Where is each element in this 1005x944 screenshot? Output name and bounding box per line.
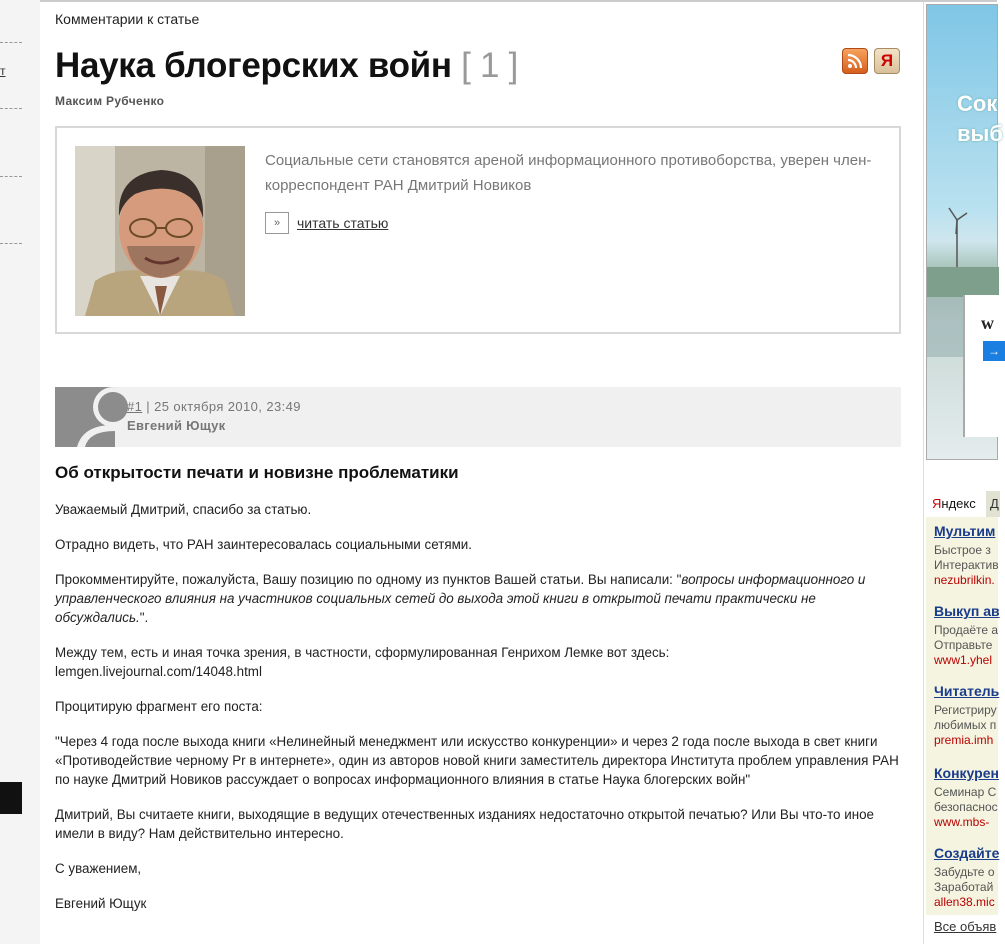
gutter-divider	[0, 108, 22, 109]
read-article-label[interactable]: читать статью	[297, 215, 389, 231]
yandex-ads-list	[926, 517, 998, 915]
comment-count[interactable]: [ 1 ]	[461, 46, 519, 85]
comment-date: | 25 октября 2010, 23:49	[146, 399, 301, 414]
chevron-right-icon[interactable]: »	[265, 212, 289, 234]
article-teaser-box	[55, 126, 901, 334]
ad-headline: выб	[957, 121, 1003, 146]
ad-title[interactable]: Создайте	[934, 845, 1000, 861]
ad-card	[963, 295, 1003, 437]
comment-body	[55, 500, 901, 929]
gutter-dark-block	[0, 782, 22, 814]
read-article-link[interactable]	[265, 212, 388, 234]
main-content	[40, 2, 923, 944]
gutter-link[interactable]: т	[0, 64, 6, 78]
rss-icon	[847, 53, 863, 69]
comment-paragraph: "Через 4 года после выхода книги «Нелинейный менеджмент или искусство конкуренции» и через 2 года после выхода в свет книги «Противодействие черному Pr в интернете», один из авторов новой книги заместитель директора Института проблем управления РАН по науке Дмитрий Новиков рассуждает о вопросах информационного влияния в статье Наука блогерских войн"	[55, 734, 899, 787]
comment-permalink[interactable]: #1	[127, 399, 143, 414]
all-ads-link[interactable]: Все объяв	[934, 919, 997, 934]
tab-yandex[interactable]: Яндекс	[926, 491, 986, 517]
portrait-image	[75, 146, 245, 316]
page-title	[55, 46, 518, 86]
ad-title[interactable]: Мультим	[934, 523, 996, 539]
default-user-icon	[55, 387, 115, 447]
list-item[interactable]: Создайте Забудьте о Заработай allen38.mic	[934, 845, 1000, 909]
article-title-text: Наука блогерских войн	[55, 46, 452, 85]
comment-paragraph: Прокомментируйте, пожалуйста, Вашу позицию по одному из пунктов Вашей статьи. Вы написали: "вопросы информационного и управленческого влияния на участников социальных сетей до выхода этой книги в открытой печати практически не обсуждались.".	[55, 572, 866, 625]
comment-paragraph: Отрадно видеть, что РАН заинтересовалась социальными сетями.	[55, 537, 472, 552]
comment-title: Об открытости печати и новизне проблематики	[55, 463, 459, 482]
comment-link: lemgen.livejournal.com/14048.html	[55, 664, 262, 679]
comment-meta	[127, 399, 301, 414]
gutter-divider	[0, 243, 22, 244]
quoted-text: вопросы информационного и управленческого влияния на участников социальных сетей до выхода этой книги в открытой печати практически не обсуждались.	[55, 572, 866, 625]
list-item[interactable]: Читатель Регистриру любимых п premia.imh	[934, 683, 1000, 747]
gutter-divider	[0, 176, 22, 177]
list-item[interactable]: Конкурен Семинар С безопаснос www.mbs-	[934, 765, 999, 829]
right-sidebar	[923, 2, 1003, 944]
arrow-right-icon[interactable]: →	[983, 341, 1005, 361]
avatar	[55, 387, 115, 447]
comment-paragraph: Между тем, есть и иная точка зрения, в частности, сформулированная Генрихом Лемке вот здесь: lemgen.livejournal.com/14048.html	[55, 645, 670, 679]
ad-title[interactable]: Конкурен	[934, 765, 999, 781]
comment-header	[55, 387, 901, 447]
ad-title[interactable]: Читатель	[934, 683, 1000, 699]
article-teaser-text: Социальные сети становятся ареной информационного противоборства, уверен член-корреспондент РАН Дмитрий Новиков	[265, 152, 872, 194]
author-photo[interactable]	[75, 146, 245, 316]
ad-banner[interactable]	[926, 4, 1003, 460]
comment-paragraph: Дмитрий, Вы считаете книги, выходящие в ведущих отечественных изданиях недостаточно открытой печатью? Или Вы что-то иное имели в виду? Нам действительно интересно.	[55, 807, 874, 841]
yandex-subscribe-button[interactable]: Я	[874, 48, 900, 74]
list-item[interactable]: Выкуп ав Продаёте а Отправьте www1.yhel	[934, 603, 1000, 667]
comment-author: Евгений Ющук	[127, 418, 226, 433]
section-label: Комментарии к статье	[55, 11, 200, 27]
gutter-divider	[0, 42, 22, 43]
comment-signature: Евгений Ющук	[55, 896, 147, 911]
yandex-ads-tabs	[926, 491, 998, 517]
comment-paragraph: Уважаемый Дмитрий, спасибо за статью.	[55, 502, 312, 517]
comment-paragraph: С уважением,	[55, 861, 142, 876]
ad-card-text: w	[981, 313, 994, 333]
comment-paragraph: Процитирую фрагмент его поста:	[55, 699, 263, 714]
list-item[interactable]: Мультим Быстрое з Интерактив nezubrilkin.	[934, 523, 999, 587]
ad-title[interactable]: Выкуп ав	[934, 603, 1000, 619]
article-author[interactable]: Максим Рубченко	[55, 94, 165, 108]
left-gutter	[0, 0, 40, 944]
tab-other[interactable]: Д	[986, 491, 1000, 517]
ad-headline: Сок	[957, 91, 998, 116]
rss-button[interactable]	[842, 48, 868, 74]
